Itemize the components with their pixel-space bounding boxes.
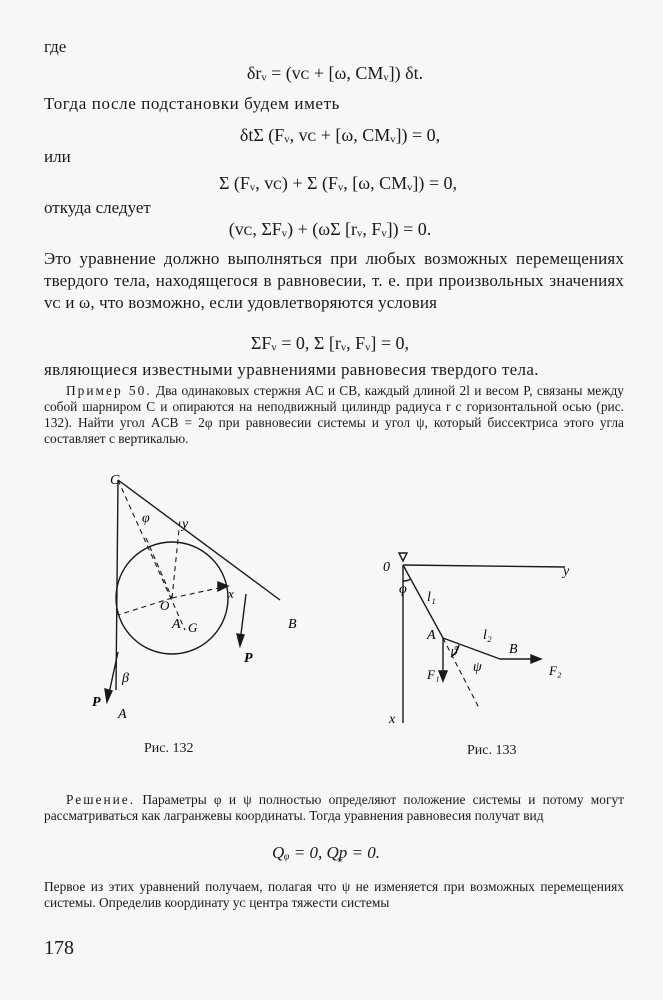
line-otkuda: откуда следует <box>44 198 151 217</box>
equation-6: Qᵩ = 0, Qᵱ = 0. <box>272 843 380 862</box>
equation-5: ΣFᵥ = 0, Σ [rᵥ, Fᵥ] = 0, <box>250 333 410 353</box>
bisector-line <box>118 480 185 630</box>
axis-y-line <box>172 520 180 598</box>
caption-132: Рис. 132 <box>144 741 194 756</box>
label-g: G <box>188 620 198 635</box>
label-b: B <box>509 642 518 657</box>
page-number: 178 <box>44 937 74 959</box>
label-o: 0 <box>383 560 390 575</box>
equation-2: δtΣ (Fᵥ, vᴄ + [ω, CMᵥ]) = 0, <box>239 125 441 145</box>
label-o: O <box>160 598 170 613</box>
paragraph-3: Первое из этих уравнений получаем, полагая что ψ не изменяется при возможных перемещениях системы. Определив координату yᴄ центра тяжести системы <box>44 879 624 910</box>
caption-133: Рис. 133 <box>467 743 517 758</box>
axis-oy <box>403 565 565 567</box>
label-psi: ψ <box>473 660 482 675</box>
arrow-f2 <box>531 655 541 663</box>
arrow-p-left <box>105 689 112 702</box>
label-l1: l₁ <box>427 590 436 605</box>
rod-cb <box>118 480 280 600</box>
label-phi: φ <box>399 582 407 597</box>
solution-text: Параметры φ и ψ полностью определяют положение системы и потому могут рассматриваться как лагранжевы координаты. Тогда уравнения равновесия получат вид <box>44 792 624 823</box>
label-b: B <box>288 617 297 632</box>
solution-label: Решение. <box>66 792 136 807</box>
equation-1: δrᵥ = (vᴄ + [ω, CMᵥ]) δt. <box>246 63 424 83</box>
example-50 <box>44 383 624 447</box>
angle-phi-arc <box>403 579 411 581</box>
line-then: Тогда после подстановки будем иметь <box>44 94 340 113</box>
label-x: x <box>228 586 234 601</box>
pivot-mark <box>399 553 407 561</box>
solution <box>44 792 624 824</box>
label-a: A <box>427 628 436 643</box>
paragraph-2: являющиеся известными уравнениями равновесия твердого тела. <box>44 360 539 379</box>
figure-133 <box>375 545 595 730</box>
rod-l1 <box>403 565 443 638</box>
label-y: y <box>563 564 570 579</box>
label-p-right: P <box>244 651 253 666</box>
arrow-f1 <box>439 671 447 681</box>
label-y: y <box>182 517 189 532</box>
label-phi: φ <box>142 511 150 526</box>
label-f1: F₁ <box>427 667 440 682</box>
equation-4: (vᴄ, ΣFᵥ) + (ωΣ [rᵥ, Fᵥ]) = 0. <box>228 219 432 239</box>
example-text: Два одинаковых стержня AC и CB, каждый длиной 2l и весом P, связаны между собой шарниром C и опираются на неподвижный цилиндр радиуса r с горизонтальной осью (рис. 132). Найти угол ACB = 2φ при равновесии системы и угол ψ, который биссектриса этого угла составляет с вертикалью. <box>44 383 624 446</box>
label-a-center: A <box>172 617 181 632</box>
label-theta: ϑ <box>451 643 458 658</box>
label-c: C <box>110 473 120 488</box>
example-label: Пример 50. <box>66 383 152 398</box>
radius-line-1 <box>146 538 172 598</box>
arrow-p-right <box>237 634 244 646</box>
label-x: x <box>389 712 396 727</box>
equation-3: Σ (Fᵥ, vᴄ) + Σ (Fᵥ, [ω, CMᵥ]) = 0, <box>218 173 458 193</box>
label-a: A <box>118 707 127 722</box>
label-beta: β <box>122 671 129 686</box>
label-f2: F₂ <box>549 663 562 678</box>
paragraph-1: Это уравнение должно выполняться при любых возможных перемещениях твердого тела, находящегося в равновесии, т. е. при произвольных значениях vᴄ и ω, что возможно, если удовлетворяются условия <box>44 249 624 312</box>
word-ili: или <box>44 147 71 166</box>
word-gde: где <box>44 37 67 56</box>
figure-132 <box>80 470 330 730</box>
label-l2: l₂ <box>483 628 492 643</box>
label-p-left: P <box>92 695 101 710</box>
